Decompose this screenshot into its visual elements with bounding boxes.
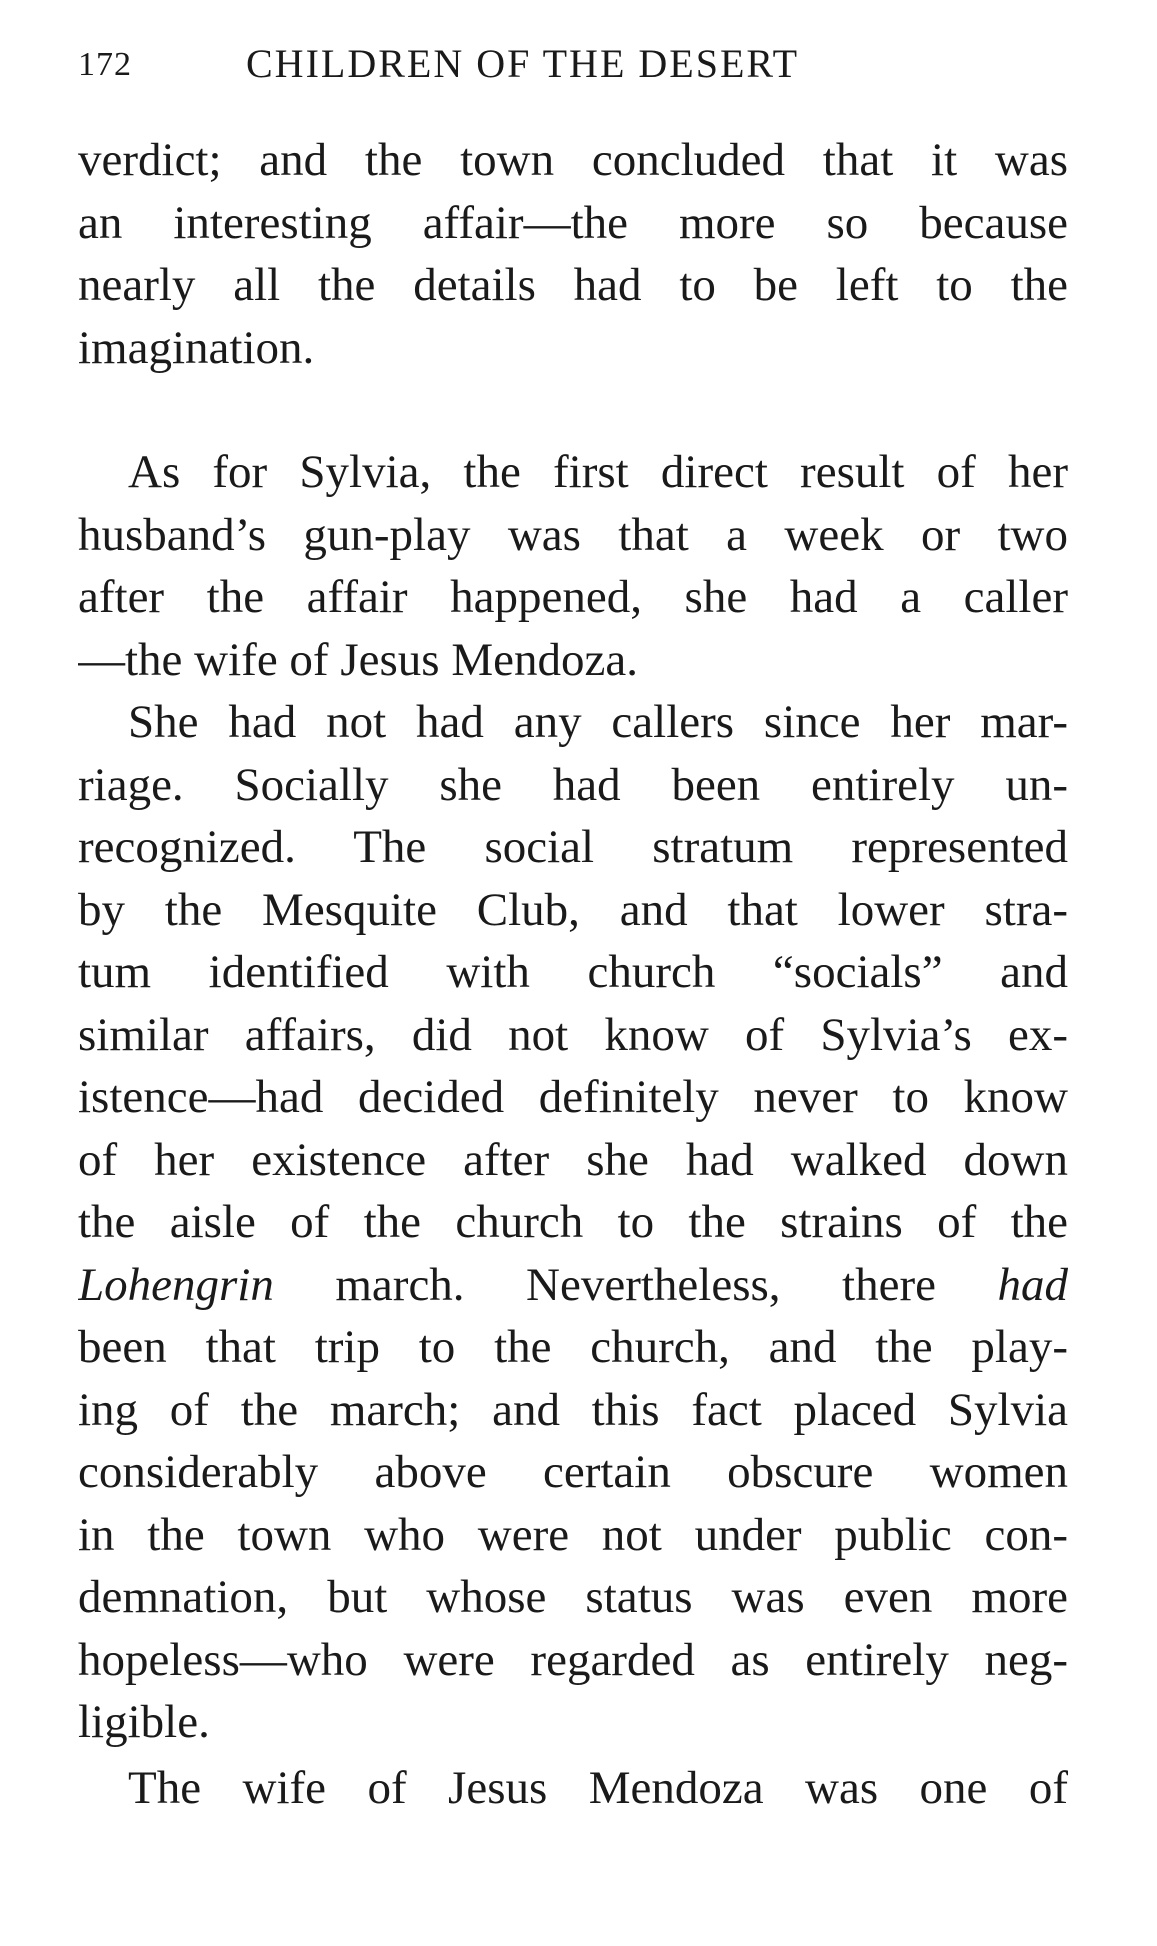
text-line: tum identified with church “socials” and [78, 946, 1068, 998]
text-line: demnation, but whose status was even more [78, 1571, 1068, 1623]
text-line: She had not had any callers since her mar- [128, 696, 1068, 748]
paragraph-2 [78, 441, 1068, 691]
text-line: nearly all the details had to be left to the [78, 259, 1068, 311]
text-line: recognized. The social stratum represented [78, 821, 1068, 873]
italic-word-lohengrin: Lohengrin [78, 1258, 274, 1311]
text-line: As for Sylvia, the first direct result of her [128, 446, 1068, 498]
text-line: —the wife of Jesus Mendoza. [78, 633, 638, 686]
page-number: 172 [78, 46, 132, 83]
paragraph-1 [78, 129, 1068, 379]
paragraph-4 [78, 1757, 1068, 1820]
text-line: considerably above certain obscure women [78, 1446, 1068, 1498]
text-line: ligible. [78, 1696, 210, 1748]
text-line: The wife of Jesus Mendoza was one of [128, 1762, 1068, 1814]
text-line: riage. Socially she had been entirely un- [78, 758, 1068, 811]
text-line: similar affairs, did not know of Sylvia’s ex- [78, 1008, 1068, 1061]
text-line: of her existence after she had walked down [78, 1133, 1068, 1186]
text-line: by the Mesquite Club, and that lower stra- [78, 883, 1068, 936]
paragraph-3 [78, 691, 1068, 1754]
text-line: hopeless—who were regarded as entirely neg- [78, 1633, 1068, 1686]
text-line: ing of the march; and this fact placed Sylvia [78, 1383, 1068, 1436]
text-line: the aisle of the church to the strains of the [78, 1196, 1068, 1248]
text-line-with-italics [78, 1254, 1068, 1317]
text-line: after the affair happened, she had a caller [78, 571, 1068, 623]
text-line: verdict; and the town concluded that it was [78, 134, 1068, 186]
running-head [78, 40, 1068, 96]
text-line: in the town who were not under public con- [78, 1508, 1068, 1561]
italic-word-had: had [997, 1258, 1068, 1311]
running-title: CHILDREN OF THE DESERT [246, 41, 800, 86]
text-line: an interesting affair—the more so because [78, 196, 1068, 249]
text-line: istence—had decided definitely never to know [78, 1071, 1068, 1123]
text-line: been that trip to the church, and the play- [78, 1321, 1068, 1373]
text-line: imagination. [78, 321, 315, 374]
text-segment: march. Nevertheless, there [273, 1258, 998, 1311]
text-line: husband’s gun-play was that a week or two [78, 508, 1068, 561]
